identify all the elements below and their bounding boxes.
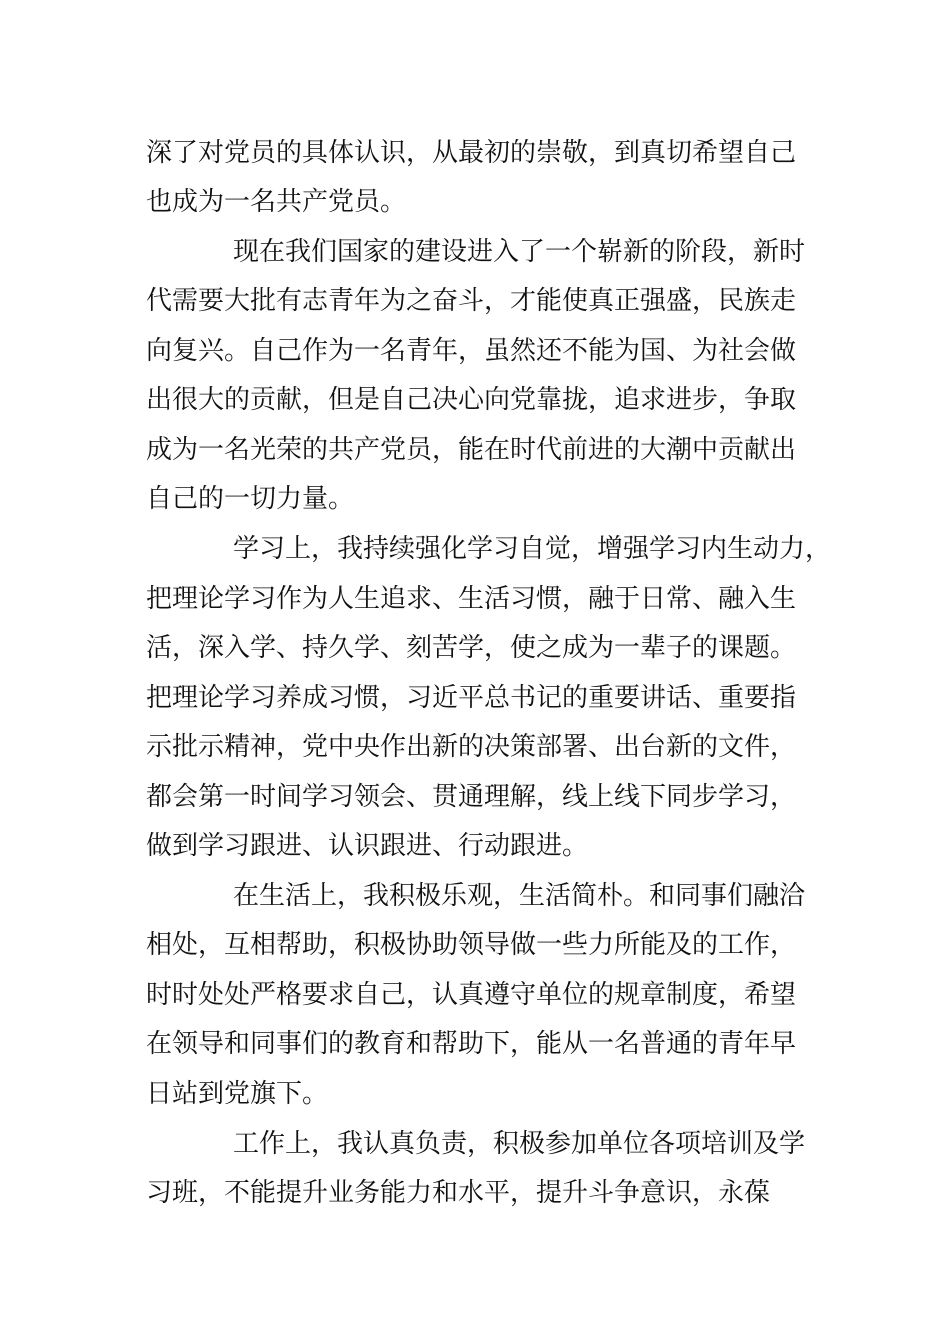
text-line: 代需要大批有志青年为之奋斗，才能使真正强盛，民族走 bbox=[146, 286, 797, 316]
text-line: 时时处处严格要求自己，认真遵守单位的规章制度，希望 bbox=[146, 980, 797, 1010]
text-line: 做到学习跟进、认识跟进、行动跟进。 bbox=[146, 831, 589, 861]
text-line: 学习上，我持续强化学习自觉，增强学习内生动力， bbox=[233, 534, 832, 564]
text-line: 习班，不能提升业务能力和水平，提升斗争意识，永葆 bbox=[146, 1178, 771, 1208]
text-line: 向复兴。自己作为一名青年，虽然还不能为国、为社会做 bbox=[146, 336, 797, 366]
text-line: 深了对党员的具体认识，从最初的崇敬，到真切希望自己 bbox=[146, 138, 797, 168]
text-line: 相处，互相帮助，积极协助领导做一些力所能及的工作， bbox=[146, 930, 797, 960]
text-line: 都会第一时间学习领会、贯通理解，线上线下同步学习， bbox=[146, 782, 797, 812]
text-line: 成为一名光荣的共产党员，能在时代前进的大潮中贡献出 bbox=[146, 435, 797, 465]
text-line: 自己的一切力量。 bbox=[146, 484, 355, 514]
text-line: 出很大的贡献，但是自己决心向党靠拢，追求进步，争取 bbox=[146, 385, 797, 415]
text-line: 示批示精神，党中央作出新的决策部署、出台新的文件， bbox=[146, 732, 797, 762]
text-line: 把理论学习作为人生追求、生活习惯，融于日常、融入生 bbox=[146, 584, 797, 614]
text-line: 日站到党旗下。 bbox=[146, 1079, 329, 1109]
text-line: 把理论学习养成习惯，习近平总书记的重要讲话、重要指 bbox=[146, 683, 797, 713]
text-line: 活，深入学、持久学、刻苦学，使之成为一辈子的课题。 bbox=[146, 633, 797, 663]
text-line: 也成为一名共产党员。 bbox=[146, 187, 407, 217]
text-line: 现在我们国家的建设进入了一个崭新的阶段，新时 bbox=[233, 237, 806, 267]
text-line: 在领导和同事们的教育和帮助下，能从一名普通的青年早 bbox=[146, 1029, 797, 1059]
text-line: 工作上，我认真负责，积极参加单位各项培训及学 bbox=[233, 1129, 806, 1159]
text-line: 在生活上，我积极乐观，生活简朴。和同事们融洽 bbox=[233, 881, 806, 911]
